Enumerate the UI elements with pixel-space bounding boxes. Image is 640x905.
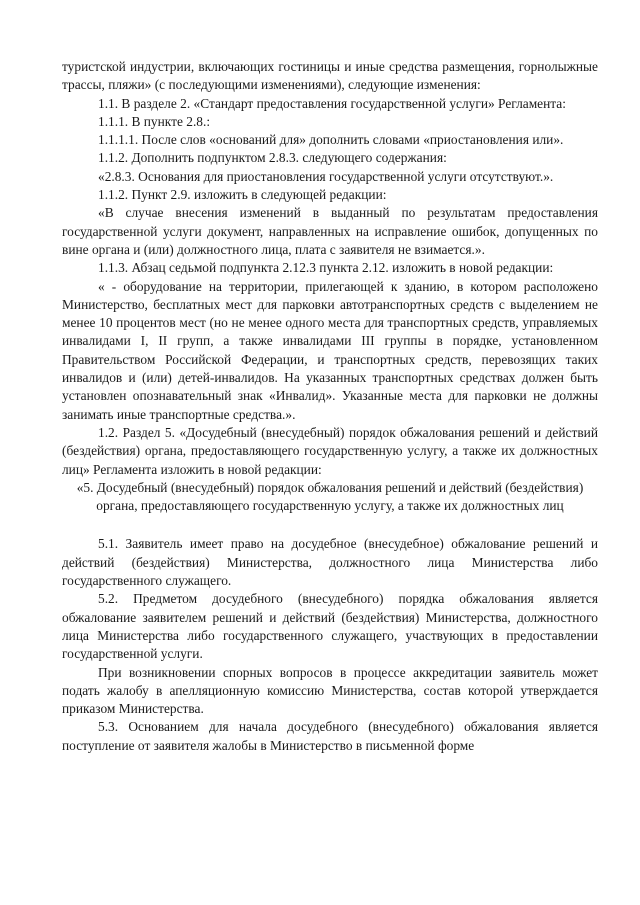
paragraph: 5.3. Основанием для начала досудебного (внесудебного) обжалования является поступление от заявителя жалобы в Министерство в письменной форме bbox=[62, 719, 598, 753]
paragraph: 1.1.3. Абзац седьмой подпункта 2.12.3 пункта 2.12. изложить в новой редакции: bbox=[98, 260, 554, 276]
paragraph: При возникновении спорных вопросов в процессе аккредитации заявитель может подать жалобу в апелляционную комиссию Министерства, состав которой утверждается приказом Министерства. bbox=[62, 664, 598, 717]
paragraph: «2.8.3. Основания для приостановления государственной услуги отсутствуют.». bbox=[98, 168, 554, 184]
paragraph: 5.1. Заявитель имеет право на досудебное (внесудебное) обжалование решений и действий (бездействия) Министерства, должностного лица Министерства либо государственного служащего. bbox=[62, 536, 598, 589]
paragraph: 5.2. Предметом досудебного (внесудебного) порядка обжалования является обжалование заявителем решений и действий (бездействия) Министерства, должностного лица Министерства либо государственного служащего, участвующих в предоставлении государственной услуги. bbox=[62, 591, 598, 662]
paragraph: 1.1.2. Пункт 2.9. изложить в следующей редакции: bbox=[98, 187, 387, 203]
paragraph: туристской индустрии, включающих гостиницы и иные средства размещения, горнолыжные трассы, пляжи» (с последующими изменениями), следующие изменения: bbox=[62, 59, 598, 93]
paragraph: «В случае внесения изменений в выданный по результатам предоставления государственной услуги документ, направленных на исправление ошибок, допущенных по вине органа и (или) должностного лица, плата с заявителя не взимается.». bbox=[62, 205, 598, 257]
document-page bbox=[62, 58, 598, 755]
paragraph: 1.1. В разделе 2. «Стандарт предоставления государственной услуги» Регламента: bbox=[98, 95, 566, 111]
paragraph: 1.2. Раздел 5. «Досудебный (внесудебный) порядок обжалования решений и действий (бездействия) органа, предоставляющего государственную услугу, а также их должностных лиц» Регламента изложить в новой редакции: bbox=[62, 424, 598, 477]
paragraph: 1.1.2. Дополнить подпунктом 2.8.3. следующего содержания: bbox=[98, 150, 447, 166]
paragraph: 1.1.1. В пункте 2.8.: bbox=[98, 113, 211, 129]
paragraph: 1.1.1.1. После слов «оснований для» дополнить словами «приостановления или». bbox=[98, 132, 564, 148]
section-heading: «5. Досудебный (внесудебный) порядок обжалования решений и действий (бездействия) органа, предоставляющего государственную услугу, а также их должностных лиц bbox=[76, 479, 584, 514]
paragraph: « - оборудование на территории, прилегающей к зданию, в котором расположено Министерство, бесплатных мест для парковки автотранспортных средств с выделением не менее 10 процентов мест (но не менее одного места для транспортных средств, управляемых инвалидами I, II групп, а также инвалидами III группы в порядке, установленном Правительством Российской Федерации, и транспортных средств, перевозящих таких инвалидов и (или) детей-инвалидов. На указанных транспортных средствах должен быть установлен опознавательный знак «Инвалид». Указанные места для парковки не должны занимать иные транспортные средства.». bbox=[62, 278, 598, 422]
